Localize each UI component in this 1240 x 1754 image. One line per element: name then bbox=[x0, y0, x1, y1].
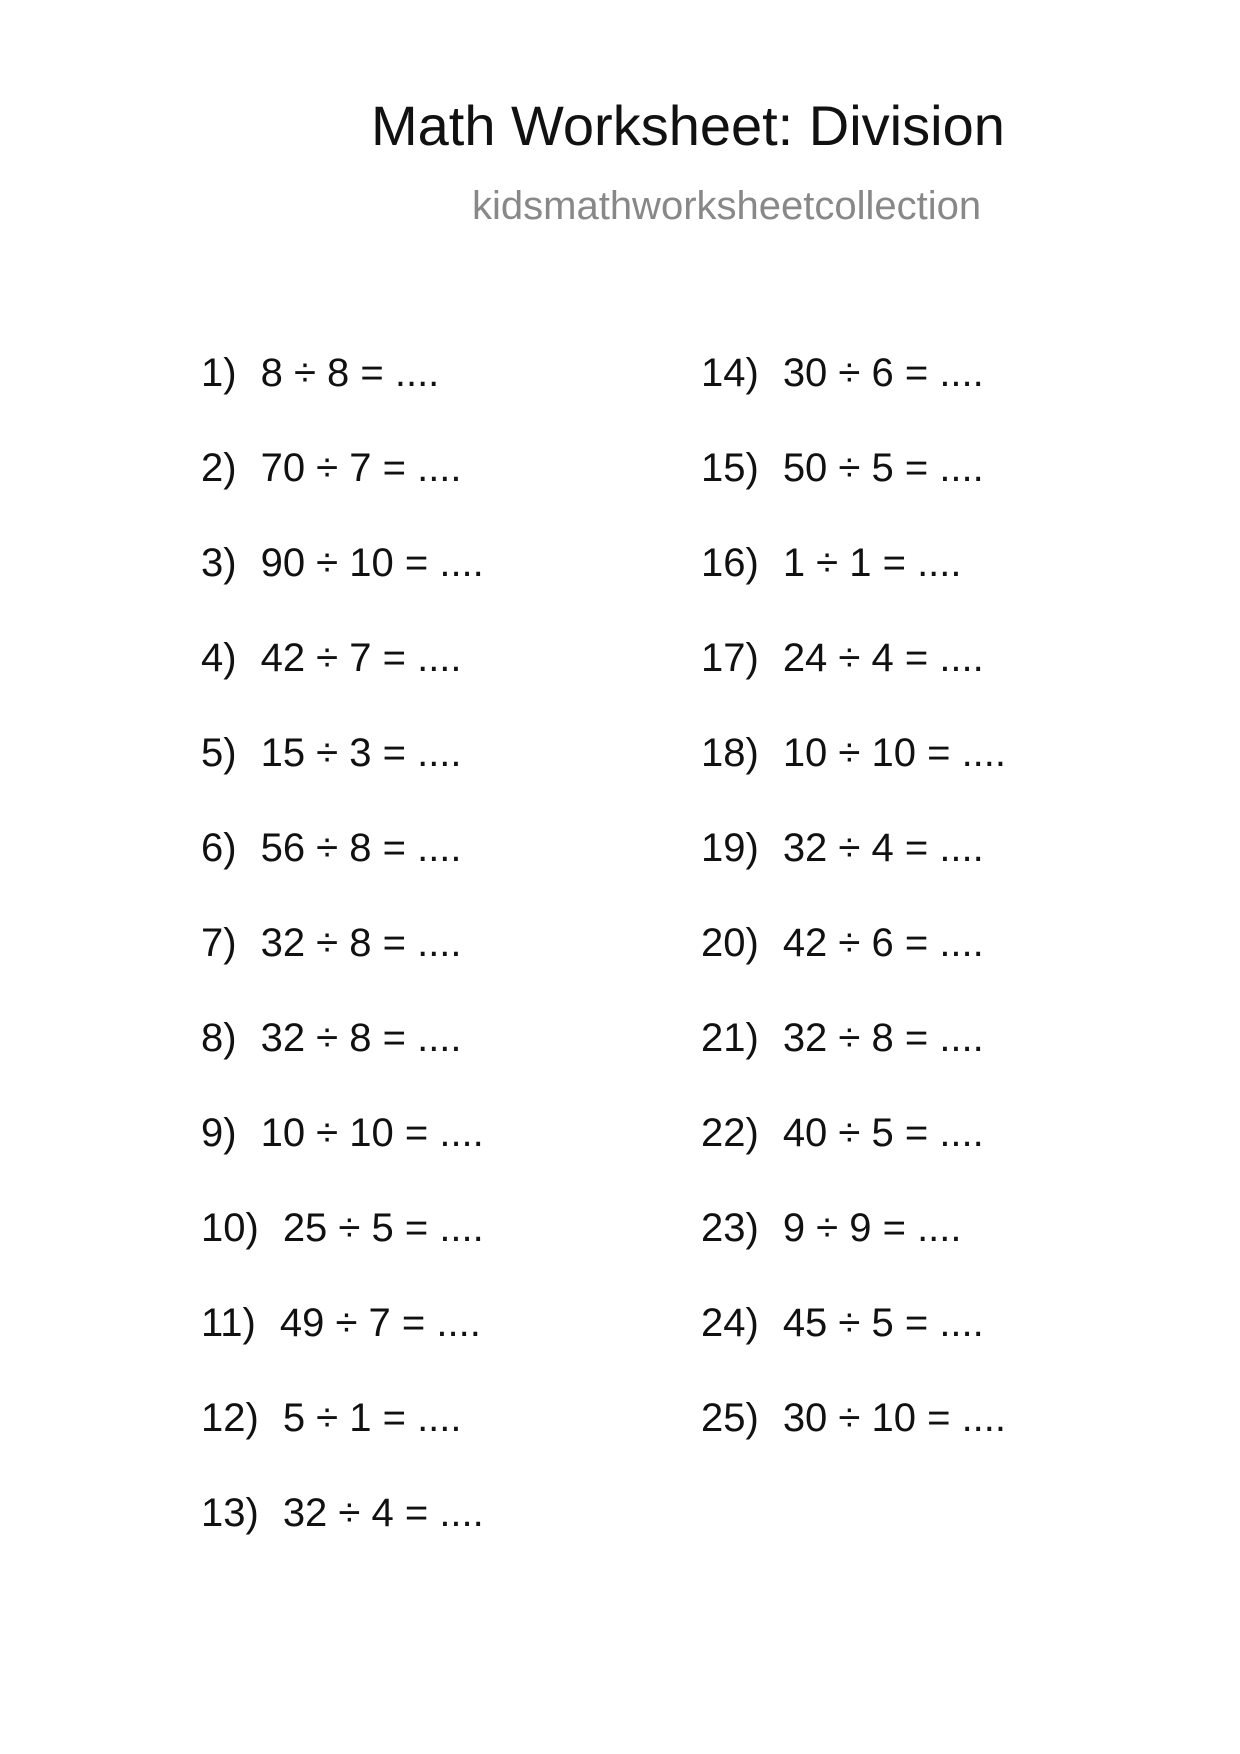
worksheet-subtitle: kidsmathworksheetcollection bbox=[472, 184, 982, 228]
problem-number: 15) bbox=[701, 446, 759, 490]
division-problem bbox=[201, 825, 641, 920]
problem-expression: 10 ÷ 10 = .... bbox=[260, 1111, 484, 1155]
division-problem bbox=[701, 1395, 1141, 1490]
problem-number: 1) bbox=[201, 351, 237, 395]
problem-number: 10) bbox=[201, 1206, 259, 1250]
division-problem bbox=[701, 540, 1141, 635]
problem-number: 24) bbox=[701, 1301, 759, 1345]
division-problem bbox=[201, 730, 641, 825]
division-problem bbox=[701, 635, 1141, 730]
problem-number: 7) bbox=[201, 921, 237, 965]
division-problem bbox=[201, 635, 641, 730]
problem-expression: 42 ÷ 7 = .... bbox=[260, 636, 462, 680]
problem-number: 19) bbox=[701, 826, 759, 870]
problem-expression: 9 ÷ 9 = .... bbox=[782, 1206, 962, 1250]
division-problem bbox=[201, 1110, 641, 1205]
problem-expression: 24 ÷ 4 = .... bbox=[782, 636, 984, 680]
problem-expression: 32 ÷ 4 = .... bbox=[282, 1491, 484, 1535]
division-problem bbox=[701, 1015, 1141, 1110]
division-problem bbox=[701, 1110, 1141, 1205]
division-problem bbox=[201, 350, 641, 445]
problem-number: 9) bbox=[201, 1111, 237, 1155]
problem-number: 18) bbox=[701, 731, 759, 775]
division-problem bbox=[201, 1300, 641, 1395]
problem-number: 6) bbox=[201, 826, 237, 870]
worksheet-title: Math Worksheet: Division bbox=[371, 94, 1005, 157]
problem-expression: 50 ÷ 5 = .... bbox=[782, 446, 984, 490]
problem-number: 20) bbox=[701, 921, 759, 965]
problems-column-left bbox=[201, 350, 641, 1585]
division-problem bbox=[201, 1205, 641, 1300]
division-problem bbox=[701, 350, 1141, 445]
problem-expression: 25 ÷ 5 = .... bbox=[282, 1206, 484, 1250]
problem-number: 4) bbox=[201, 636, 237, 680]
problem-number: 12) bbox=[201, 1396, 259, 1440]
division-problem bbox=[701, 1205, 1141, 1300]
division-problem bbox=[701, 825, 1141, 920]
division-problem bbox=[201, 445, 641, 540]
problem-expression: 8 ÷ 8 = .... bbox=[260, 351, 440, 395]
problems-column-right bbox=[701, 350, 1141, 1490]
problem-expression: 5 ÷ 1 = .... bbox=[282, 1396, 462, 1440]
problem-expression: 42 ÷ 6 = .... bbox=[782, 921, 984, 965]
problem-expression: 30 ÷ 10 = .... bbox=[782, 1396, 1007, 1440]
problem-number: 25) bbox=[701, 1396, 759, 1440]
problem-number: 17) bbox=[701, 636, 759, 680]
problem-expression: 1 ÷ 1 = .... bbox=[782, 541, 962, 585]
problem-expression: 70 ÷ 7 = .... bbox=[260, 446, 462, 490]
problem-expression: 32 ÷ 8 = .... bbox=[260, 921, 462, 965]
division-problem bbox=[201, 1490, 641, 1585]
division-problem bbox=[701, 920, 1141, 1015]
problem-number: 3) bbox=[201, 541, 237, 585]
division-problem bbox=[701, 1300, 1141, 1395]
problem-expression: 90 ÷ 10 = .... bbox=[260, 541, 484, 585]
problem-number: 11) bbox=[201, 1301, 256, 1345]
problem-expression: 49 ÷ 7 = .... bbox=[279, 1301, 481, 1345]
problem-number: 14) bbox=[701, 351, 759, 395]
division-problem bbox=[701, 730, 1141, 825]
division-problem bbox=[201, 1395, 641, 1490]
problem-expression: 32 ÷ 4 = .... bbox=[782, 826, 984, 870]
division-problem bbox=[201, 1015, 641, 1110]
problem-number: 22) bbox=[701, 1111, 759, 1155]
problem-expression: 32 ÷ 8 = .... bbox=[782, 1016, 984, 1060]
problem-expression: 56 ÷ 8 = .... bbox=[260, 826, 462, 870]
problem-number: 21) bbox=[701, 1016, 759, 1060]
problem-number: 2) bbox=[201, 446, 237, 490]
problem-number: 5) bbox=[201, 731, 237, 775]
problem-expression: 32 ÷ 8 = .... bbox=[260, 1016, 462, 1060]
problem-expression: 40 ÷ 5 = .... bbox=[782, 1111, 984, 1155]
problem-number: 13) bbox=[201, 1491, 259, 1535]
problem-expression: 30 ÷ 6 = .... bbox=[782, 351, 984, 395]
division-problem bbox=[701, 445, 1141, 540]
problem-expression: 45 ÷ 5 = .... bbox=[782, 1301, 984, 1345]
problem-number: 8) bbox=[201, 1016, 237, 1060]
problem-number: 16) bbox=[701, 541, 759, 585]
division-problem bbox=[201, 920, 641, 1015]
problem-expression: 15 ÷ 3 = .... bbox=[260, 731, 462, 775]
problem-expression: 10 ÷ 10 = .... bbox=[782, 731, 1007, 775]
division-problem bbox=[201, 540, 641, 635]
problem-number: 23) bbox=[701, 1206, 759, 1250]
